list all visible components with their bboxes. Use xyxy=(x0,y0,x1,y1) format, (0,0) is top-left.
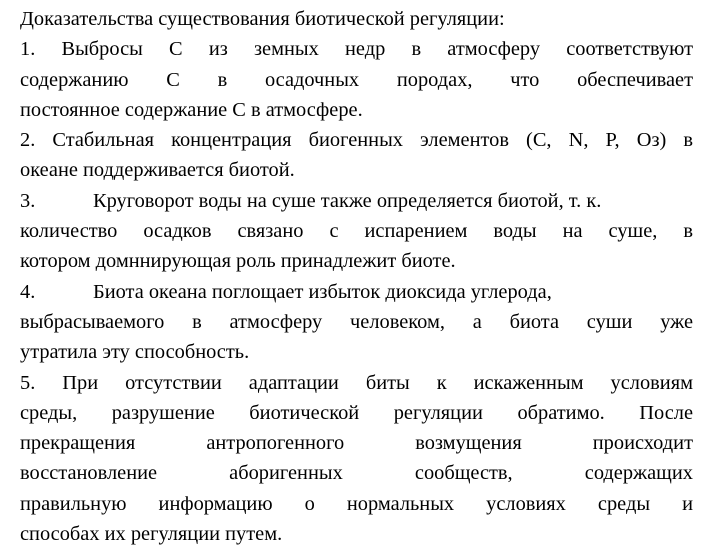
point-4-line-3: утратила эту способность. xyxy=(20,341,250,364)
point-4-line-1: 4. Биота океана поглощает избыток диоксида углерода, xyxy=(20,277,693,307)
point-5-line-1: 5. При отсутствии адаптации биты к искаженным условиям xyxy=(20,371,693,394)
point-4-number: 4. xyxy=(20,280,36,303)
point-3-number: 3. xyxy=(20,189,36,212)
point-1-line-1: 1. Выбросы С из земных недр в атмосферу соответствуют xyxy=(20,38,693,61)
point-5-line-6: способах их регуляции путем. xyxy=(20,523,283,546)
point-4-line-2: выбрасываемого в атмосферу человеком, а биота суши уже xyxy=(20,310,693,333)
point-1-line-3: постоянное содержание С в атмосфере. xyxy=(20,98,363,121)
point-2-number: 2. xyxy=(20,129,36,152)
point-5-line-2: среды, разрушение биотической регуляции обратимо. После xyxy=(20,401,693,424)
point-3-line-1: 3. Круговорот воды на суше также определяется биотой, т. к. xyxy=(20,186,693,216)
point-2-line-2: океане поддерживается биотой. xyxy=(20,159,295,182)
point-3-line-3: котором домннирующая роль принадлежит биоте. xyxy=(20,250,456,273)
point-5-line-5: правильную информацию о нормальных условиях среды и xyxy=(20,492,693,515)
point-5-line-4: восстановление аборигенных сообществ, содержащих xyxy=(20,462,693,485)
document-title: Доказательства существования биотической регуляции: xyxy=(20,8,505,30)
point-2-line-1: 2. Стабильная концентрация биогенных элементов (C, N, P, Oз) в xyxy=(20,129,693,152)
point-5-number: 5. xyxy=(20,371,36,394)
point-3-line-2: количество осадков связано с испарением воды на суше, в xyxy=(20,220,693,243)
point-1-line-2: содержанию С в осадочных породах, что обеспечивает xyxy=(20,68,693,91)
point-1-number: 1. xyxy=(20,38,36,61)
point-5-line-3: прекращения антропогенного возмущения происходит xyxy=(20,432,693,455)
document-body xyxy=(20,4,693,549)
